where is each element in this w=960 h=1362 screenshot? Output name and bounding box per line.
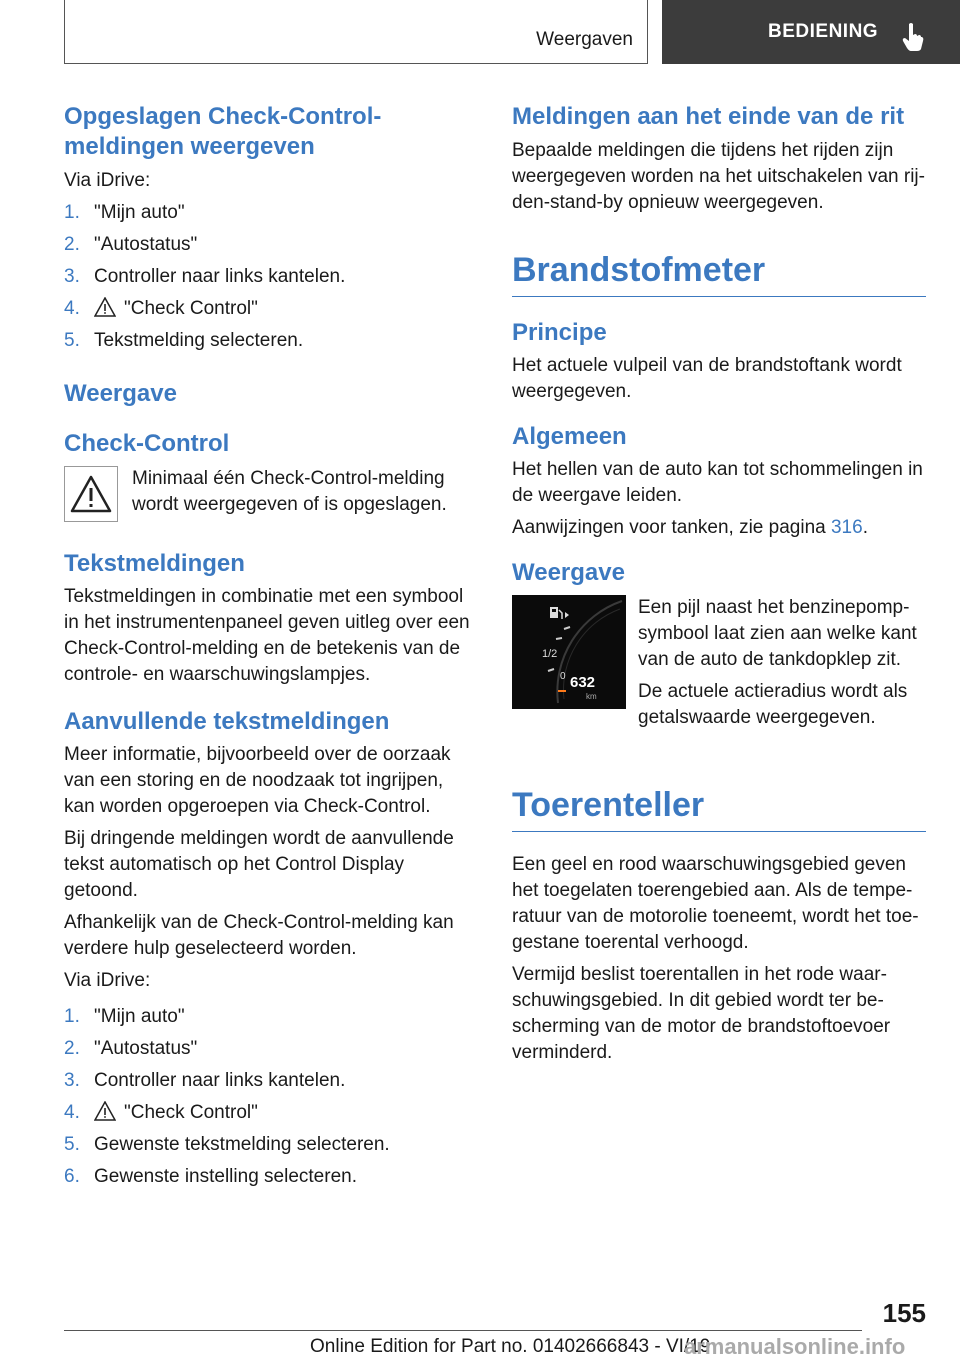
steps-list-1	[64, 200, 478, 354]
step-number: 6.	[64, 1166, 80, 1187]
step-number: 4.	[64, 298, 80, 319]
pointing-hand-icon	[902, 22, 924, 52]
heading-algemeen: Algemeen	[512, 423, 627, 450]
aanvullende-paragraph-1: Meer informatie, bijvoorbeeld over de oorzaak van een storing en de noodzaak tot ingrijpen, kan worden opgeroepen via Check-Control.	[64, 744, 451, 817]
footer-edition: Online Edition for Part no. 01402666843 - VI/19	[310, 1336, 711, 1357]
algemeen-text: Het hellen van de auto kan tot schommelingen in de weergave leiden.	[512, 459, 923, 506]
watermark: armanualsonline.info	[684, 1334, 906, 1359]
aanwijzingen-text	[512, 515, 926, 541]
list-item	[64, 1100, 478, 1126]
step-text: "Check Control"	[124, 298, 258, 319]
step-text: "Autostatus"	[94, 234, 198, 255]
list-item	[64, 1036, 478, 1062]
fuel-gauge-image	[512, 595, 626, 709]
step-text: Controller naar links kantelen.	[94, 266, 346, 287]
gauge-zero-label: 0	[560, 671, 566, 682]
meldingen-text: Bepaalde meldingen die tijdens het rijden zijn weergegeven worden na het uitschakelen van rij-den-stand-by opnieuw weergegeven.	[512, 140, 925, 213]
header-section-title: Weergaven	[536, 29, 633, 50]
weergave-paragraph-1: Een pijl naast het benzinepomp-symbool laat zien aan welke kant van de auto de tankdopklep zit.	[638, 597, 917, 670]
heading-meldingen-einde-rit: Meldingen aan het einde van de rit	[512, 103, 905, 130]
step-number: 4.	[64, 1102, 80, 1123]
header-section-box	[64, 0, 648, 64]
step-number: 1.	[64, 1006, 80, 1027]
fuel-gauge-description	[638, 595, 926, 737]
list-item	[64, 1068, 478, 1094]
aanvullende-paragraph-3: Afhankelijk van de Check-Control-melding kan verdere hulp geselecteerd worden.	[64, 912, 454, 959]
toeren-paragraph-1: Een geel en rood waarschuwingsgebied geven het toegelaten toerengebied aan. Als de tempe-ratuur van de motorolie toeneemt, wordt het toe-gestane toerental verhoogd.	[512, 854, 919, 953]
header-chapter-tab	[662, 0, 960, 64]
aanwijzingen-label: Aanwijzingen voor tanken, zie pagina	[512, 517, 831, 538]
via-idrive-label: Via iDrive:	[64, 170, 151, 191]
step-text: Gewenste instelling selecteren.	[94, 1166, 357, 1187]
gauge-range-value: 632	[570, 674, 596, 691]
step-number: 5.	[64, 330, 80, 351]
heading-toerenteller: Toerenteller	[512, 785, 926, 832]
list-item	[64, 1164, 478, 1190]
heading-tekstmeldingen: Tekstmeldingen	[64, 550, 245, 577]
step-text: Controller naar links kantelen.	[94, 1070, 346, 1091]
step-text: Tekstmelding selecteren.	[94, 330, 304, 351]
step-text: Gewenste tekstmelding selecteren.	[94, 1134, 390, 1155]
step-text: "Autostatus"	[94, 1038, 198, 1059]
check-control-symbol	[64, 466, 118, 522]
list-item	[64, 264, 478, 290]
list-item	[64, 328, 478, 354]
list-item	[64, 200, 478, 226]
step-text: "Mijn auto"	[94, 202, 185, 223]
check-control-block	[64, 466, 478, 524]
step-text: "Check Control"	[124, 1102, 258, 1123]
header-chapter-title: BEDIENING	[768, 21, 879, 42]
heading-principe: Principe	[512, 319, 607, 346]
list-item	[64, 232, 478, 258]
warning-triangle-icon	[70, 475, 112, 513]
left-column	[64, 102, 478, 1196]
heading-brandstofmeter: Brandstofmeter	[512, 250, 926, 297]
step-number: 1.	[64, 202, 80, 223]
section-title-stored-messages: Opgeslagen Check-Control-meldingen weergeven	[64, 103, 382, 160]
warning-triangle-icon	[94, 297, 116, 317]
step-number: 5.	[64, 1134, 80, 1155]
warning-triangle-icon	[94, 1101, 116, 1121]
weergave-paragraph-2: De actuele actieradius wordt als getalswaarde weergegeven.	[638, 681, 908, 728]
gauge-half-label: 1/2	[542, 648, 558, 660]
step-number: 3.	[64, 266, 80, 287]
heading-weergave-fuel: Weergave	[512, 559, 625, 586]
heading-weergave: Weergave	[64, 380, 177, 407]
list-item	[64, 296, 478, 322]
gauge-unit-label: km	[586, 692, 597, 701]
right-column	[512, 102, 926, 1072]
check-control-text: Minimaal één Check-Control-melding wordt weergegeven of is opgeslagen.	[132, 468, 447, 515]
aanwijzingen-end: .	[862, 517, 868, 538]
footer-divider	[64, 1330, 862, 1331]
step-text: "Mijn auto"	[94, 1006, 185, 1027]
step-number: 3.	[64, 1070, 80, 1091]
fuel-gauge-block	[512, 595, 926, 737]
aanvullende-paragraph-2: Bij dringende meldingen wordt de aanvullende tekst automatisch op het Control Display getoond.	[64, 828, 454, 901]
step-number: 2.	[64, 1038, 80, 1059]
heading-aanvullende: Aanvullende tekstmeldingen	[64, 708, 390, 735]
page-number: 155	[882, 1298, 926, 1328]
heading-check-control: Check-Control	[64, 430, 230, 457]
steps-list-2	[64, 1004, 478, 1190]
page-reference-link[interactable]: 316	[830, 517, 863, 538]
principe-text: Het actuele vulpeil van de brandstoftank wordt weergegeven.	[512, 355, 902, 402]
via-idrive-label-2: Via iDrive:	[64, 970, 151, 991]
tekstmeldingen-text: Tekstmeldingen in combinatie met een symbool in het instrumentenpaneel geven uitleg over een Check-Control-melding en de betekenis van de controle- en waarschuwingslampjes.	[64, 586, 470, 685]
toeren-paragraph-2: Vermijd beslist toerentallen in het rode waar-schuwingsgebied. In dit gebied wordt ter be-scherming van de motor de brandstoftoevoer verminderd.	[512, 964, 891, 1063]
step-number: 2.	[64, 234, 80, 255]
list-item	[64, 1004, 478, 1030]
list-item	[64, 1132, 478, 1158]
